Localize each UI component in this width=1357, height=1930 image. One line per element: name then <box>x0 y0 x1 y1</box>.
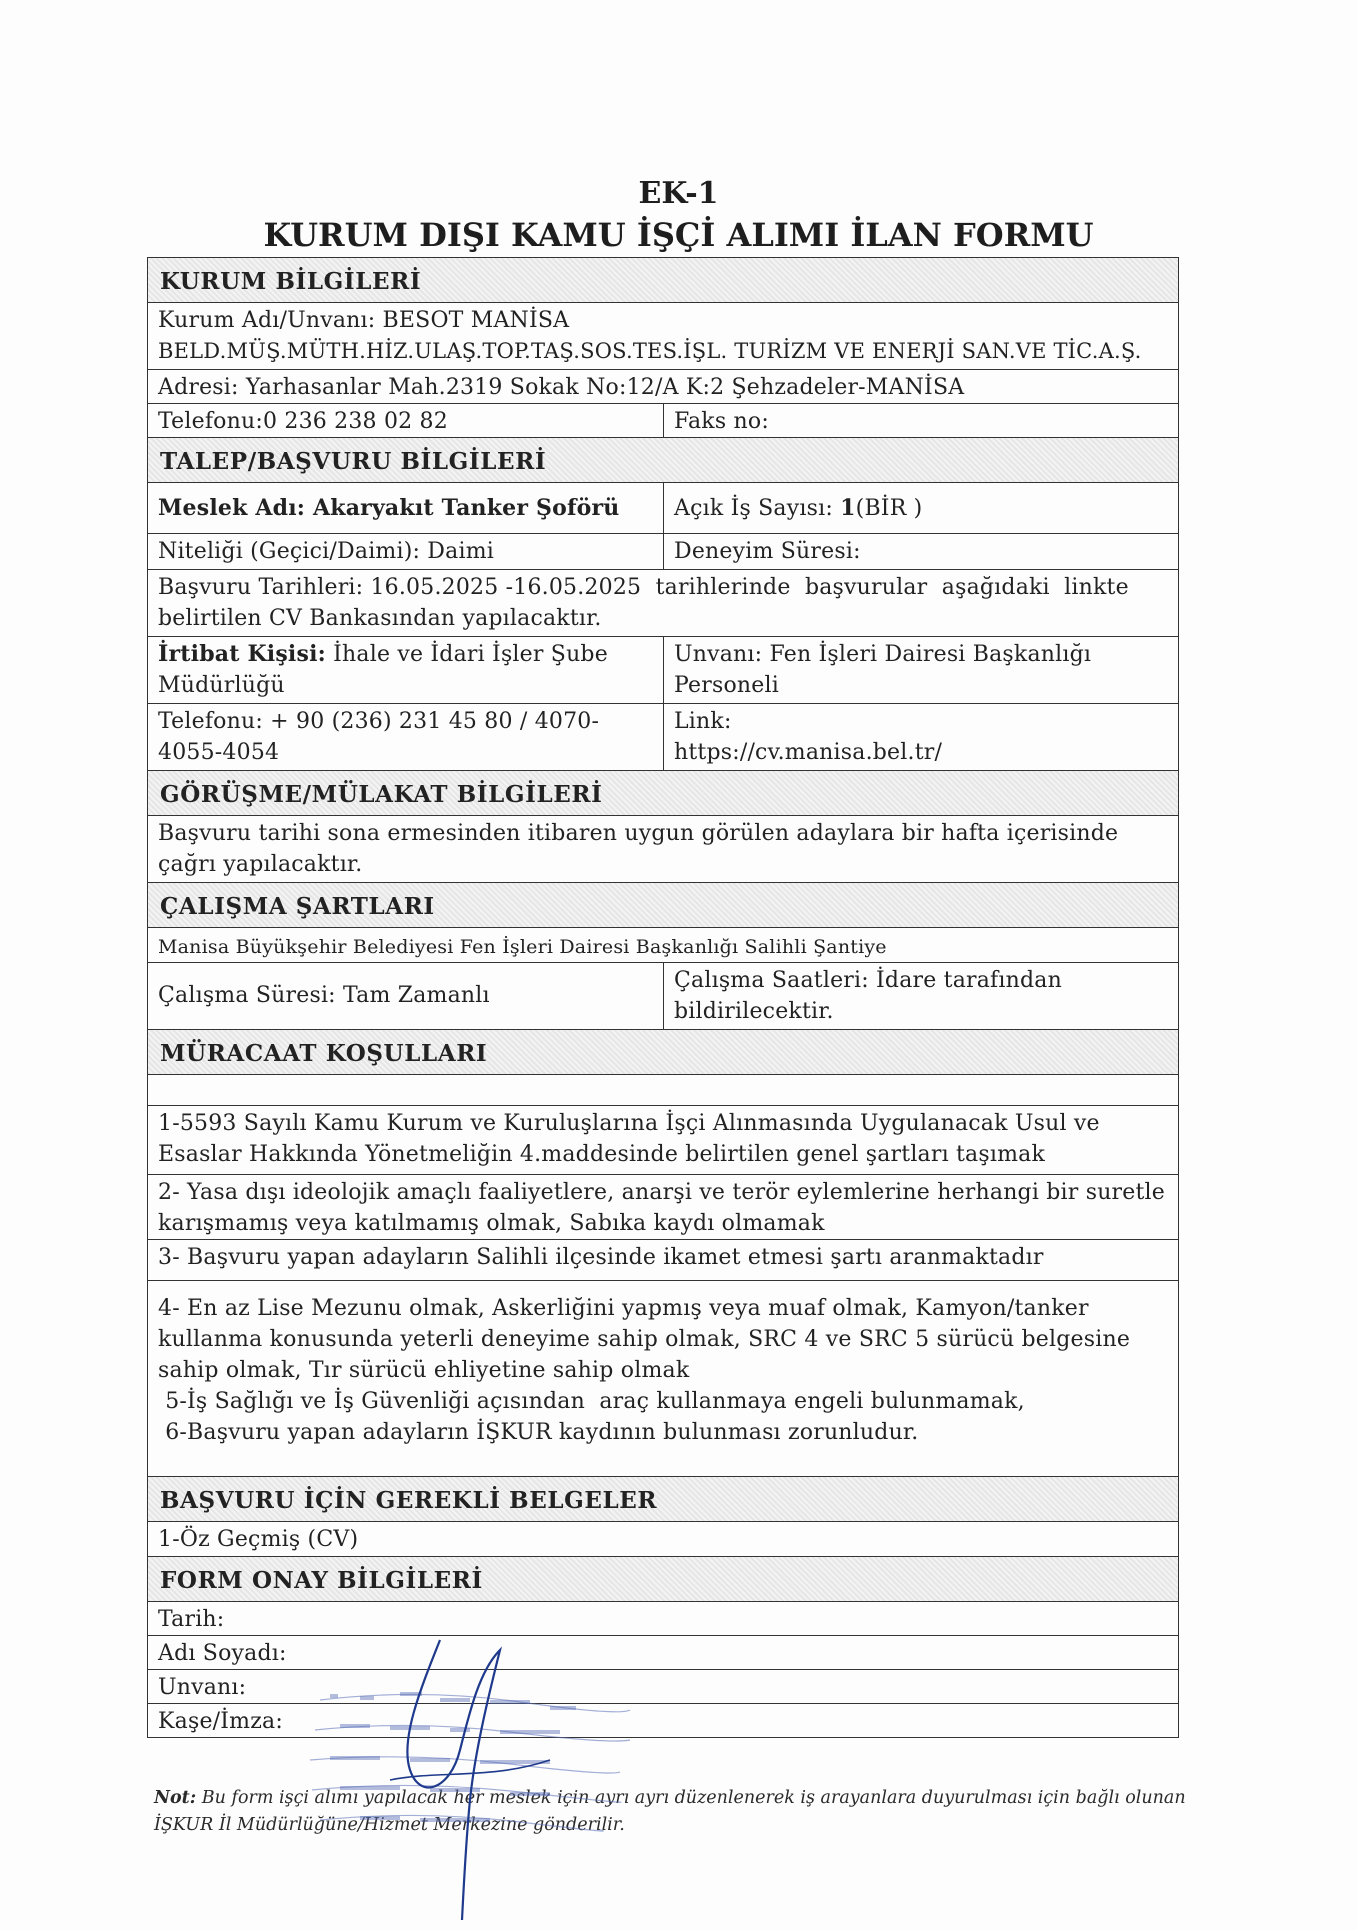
kosul-5: 5-İş Sağlığı ve İş Güvenliği açısından araç kullanmaya engeli bulunmamak, <box>158 1389 1025 1414</box>
kosul-4-6-row <box>148 1280 1178 1476</box>
basvuru-tarihleri-row <box>148 569 1178 636</box>
onay-tarih-row <box>148 1601 1178 1635</box>
belge-1-row <box>148 1521 1178 1556</box>
meslek-row <box>148 482 1178 533</box>
section-title: MÜRACAAT KOŞULLARI <box>148 1030 1178 1074</box>
calisma-saatleri: Çalışma Saatleri: İdare tarafından bildirilecektir. <box>663 963 1178 1029</box>
section-title: KURUM BİLGİLERİ <box>148 258 1178 302</box>
calisma-sure-row <box>148 962 1178 1029</box>
section-title: TALEP/BAŞVURU BİLGİLERİ <box>148 438 1178 482</box>
belge-1: 1-Öz Geçmiş (CV) <box>158 1527 359 1552</box>
kosul-1: 1-5593 Sayılı Kamu Kurum ve Kuruluşlarına İşçi Alınmasında Uygulanacak Usul ve Esaslar Hakkında Yönetmeliğin 4.maddesinde belirtilen genel şartları taşımak <box>158 1111 1100 1167</box>
kosul-3-row <box>148 1239 1178 1280</box>
onay-tarih: Tarih: <box>158 1607 225 1632</box>
onay-adi-soyadi: Adı Soyadı: <box>158 1641 287 1666</box>
calisma-yeri-row <box>148 927 1178 962</box>
kosul-1-row <box>148 1105 1178 1174</box>
section-gorusme-header <box>148 770 1178 815</box>
section-talep-header <box>148 437 1178 482</box>
muracaat-empty-row <box>148 1074 1178 1105</box>
gorusme-text: Başvuru tarihi sona ermesinden itibaren uygun görülen adaylara bir hafta içerisinde çağrı yapılacaktır. <box>158 821 1119 877</box>
section-belgeler-header <box>148 1476 1178 1521</box>
irtibat-row <box>148 636 1178 703</box>
note-text: Bu form işçi alımı yapılacak her meslek için ayrı ayrı düzenlenerek iş arayanlara duyurulması için bağlı olunan İŞKUR İl Müdürlüğüne/Hizmet Merkezine gönderilir. <box>154 1788 1186 1835</box>
onay-adi-soyadi-row <box>148 1635 1178 1669</box>
form-title: KURUM DIŞI KAMU İŞÇİ ALIMI İLAN FORMU <box>263 216 1094 254</box>
section-onay-header <box>148 1556 1178 1601</box>
footer-note <box>154 1785 1194 1839</box>
calisma-yeri: Manisa Büyükşehir Belediyesi Fen İşleri Dairesi Başkanlığı Salihli Şantiye <box>158 936 887 958</box>
kurum-faks: Faks no: <box>663 404 1178 437</box>
acik-is-value: 1 <box>840 495 856 521</box>
kurum-adi-row <box>148 302 1178 369</box>
section-title: GÖRÜŞME/MÜLAKAT BİLGİLERİ <box>148 771 1178 815</box>
kosul-6: 6-Başvuru yapan adayların İŞKUR kaydının bulunması zorunludur. <box>158 1420 919 1445</box>
section-title: FORM ONAY BİLGİLERİ <box>148 1557 1178 1601</box>
link-label: Link: <box>674 709 732 734</box>
basvuru-tarihleri-line1: Başvuru Tarihleri: 16.05.2025 -16.05.2025 tarihlerinde başvurular aşağıdaki linkte <box>158 575 1129 600</box>
irtibat-kisisi <box>148 637 663 703</box>
onay-unvani-row <box>148 1669 1178 1703</box>
nitelik-row <box>148 533 1178 569</box>
section-title: ÇALIŞMA ŞARTLARI <box>148 883 1178 927</box>
section-calisma-header <box>148 882 1178 927</box>
irtibat-label: İrtibat Kişisi: <box>158 641 326 667</box>
kosul-2: 2- Yasa dışı ideolojik amaçlı faaliyetlere, anarşi ve terör eylemlerine herhangi bir suretle karışmamış veya katılmamış olmak, Sabıka kaydı olmamak <box>158 1180 1165 1236</box>
acik-is-suffix: (BİR ) <box>855 496 923 521</box>
kosul-3: 3- Başvuru yapan adayların Salihli ilçesinde ikamet etmesi şartı aranmaktadır <box>158 1245 1044 1270</box>
kurum-adres-row <box>148 369 1178 403</box>
kurum-adi-line1: Kurum Adı/Unvanı: BESOT MANİSA <box>158 308 570 333</box>
acik-is-sayisi <box>663 483 1178 533</box>
kosul-2-row <box>148 1174 1178 1239</box>
telefon-link-row <box>148 703 1178 770</box>
section-title: BAŞVURU İÇİN GEREKLİ BELGELER <box>148 1477 1178 1521</box>
irtibat-telefonu: Telefonu: + 90 (236) 231 45 80 / 4070-4055-4054 <box>158 709 600 765</box>
note-label: Not: <box>154 1788 197 1808</box>
niteligi: Niteliği (Geçici/Daimi): Daimi <box>158 539 494 564</box>
annex-label: EK-1 <box>638 176 719 211</box>
deneyim-suresi: Deneyim Süresi: <box>663 534 1178 569</box>
basvuru-tarihleri-line2: belirtilen CV Bankasından yapılacaktır. <box>158 606 602 631</box>
announcement-form <box>147 257 1179 1738</box>
meslek-adi: Meslek Adı: Akaryakıt Tanker Şoförü <box>158 495 620 521</box>
kurum-telefon-row <box>148 403 1178 437</box>
onay-kase-imza: Kaşe/İmza: <box>158 1709 283 1734</box>
calisma-suresi: Çalışma Süresi: Tam Zamanlı <box>158 983 490 1008</box>
irtibat-value: İhale ve İdari İşler Şube Müdürlüğü <box>158 642 608 698</box>
kurum-adi-line2: BELD.MÜŞ.MÜTH.HİZ.ULAŞ.TOP.TAŞ.SOS.TES.İŞL. TURİZM VE ENERJİ SAN.VE TİC.A.Ş. <box>158 339 1142 363</box>
section-kurum-header <box>148 257 1178 302</box>
section-muracaat-header <box>148 1029 1178 1074</box>
kurum-adres: Adresi: Yarhasanlar Mah.2319 Sokak No:12/A K:2 Şehzadeler-MANİSA <box>158 375 965 400</box>
kurum-telefon: Telefonu:0 236 238 02 82 <box>158 409 448 434</box>
gorusme-row <box>148 815 1178 882</box>
irtibat-unvani: Unvanı: Fen İşleri Dairesi Başkanlığı Personeli <box>663 637 1178 703</box>
kosul-4: 4- En az Lise Mezunu olmak, Askerliğini yapmış veya muaf olmak, Kamyon/tanker kullanma konusunda yeterli deneyime sahip olmak, SRC 4 ve SRC 5 sürücü belgesine sahip olmak, Tır sürücü ehliyetine sahip olmak <box>158 1296 1131 1383</box>
cv-link[interactable]: https://cv.manisa.bel.tr/ <box>674 740 943 765</box>
onay-unvani: Unvanı: <box>158 1675 247 1700</box>
onay-kase-row <box>148 1703 1178 1738</box>
acik-is-label: Açık İş Sayısı: <box>674 496 841 521</box>
